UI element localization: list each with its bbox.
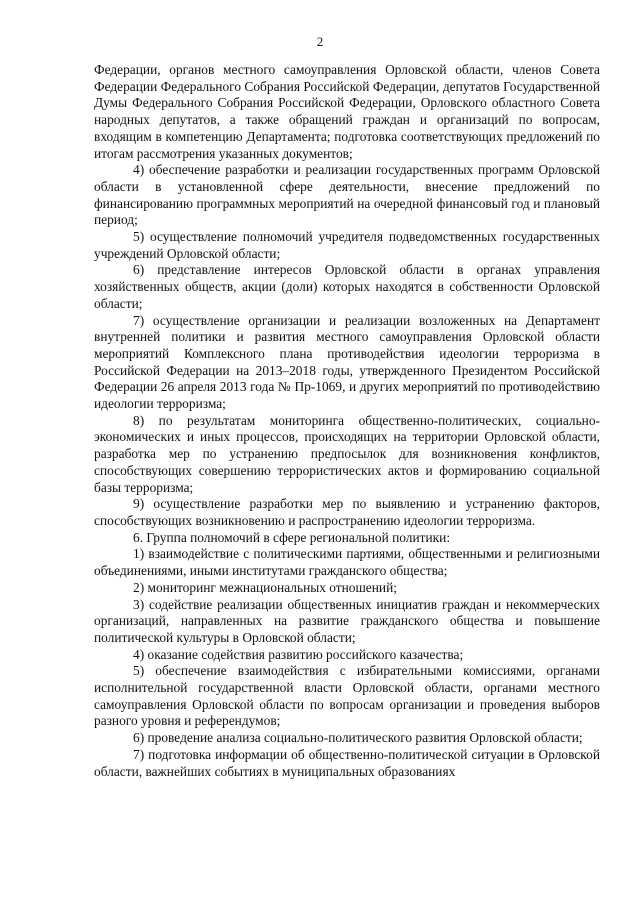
paragraph-region-item-4: 4) оказание содействия развитию российского казачества; <box>133 646 464 662</box>
paragraph-item-4: 4) обеспечение разработки и реализации государственных программ Орловской области в установленной сфере деятельности, внесение предложений по финансированию программных мероприятий на очередной финансовый год и плановый период; <box>94 162 600 228</box>
page-number: 2 <box>316 34 324 49</box>
paragraph-region-item-1: 1) взаимодействие с политическими партиями, общественными и религиозными объединениями, иными институтами гражданского общества; <box>94 546 600 579</box>
paragraph-item-6: 6) представление интересов Орловской области в органах управления хозяйственных обществ, акции (доли) которых находятся в собственности Орловской области; <box>94 262 600 311</box>
paragraph-region-item-5: 5) обеспечение взаимодействия с избирательными комиссиями, органами исполнительной государственной власти Орловской области, органами местного самоуправления Орловской области по вопросам организации и проведения выборов разного уровня и референдумов; <box>94 663 600 729</box>
paragraph-item-8: 8) по результатам мониторинга общественно-политических, социально-экономических и иных процессов, происходящих на территории Орловской области, разработка мер по устранению предпосылок для возникновения конфликтов, способствующих совершению террористических актов и формированию социальной базы терроризма; <box>94 412 600 495</box>
paragraph-region-item-3: 3) содействие реализации общественных инициатив граждан и некоммерческих организаций, направленных на развитие гражданского общества и повышение политической культуры в Орловской области; <box>94 596 600 645</box>
paragraph-item-5: 5) осуществление полномочий учредителя подведомственных государственных учреждений Орловской области; <box>94 229 600 261</box>
paragraph-region-item-7: 7) подготовка информации об общественно-политической ситуации в Орловской области, важнейших событиях в муниципальных образованиях <box>94 746 600 779</box>
section-heading-6: 6. Группа полномочий в сфере региональной политики: <box>133 529 451 545</box>
paragraph-continuation: Федерации, органов местного самоуправления Орловской области, членов Совета Федерации Федерального Собрания Российской Федерации, депутатов Государственной Думы Федерального Собрания Российской Федерации, Орловского областного Совета народных депутатов, а также обращений граждан и организаций по вопросам, входящим в компетенцию Департамента; подготовка соответствующих предложений по итогам рассмотрения указанных документов; <box>94 62 600 161</box>
paragraph-item-9: 9) осуществление разработки мер по выявлению и устранению факторов, способствующих возникновению и распространению идеологии терроризма. <box>94 496 600 528</box>
paragraph-region-item-2: 2) мониторинг межнациональных отношений; <box>133 579 397 595</box>
paragraph-region-item-6: 6) проведение анализа социально-политического развития Орловской области; <box>133 730 583 746</box>
paragraph-item-7: 7) осуществление организации и реализации возложенных на Департамент внутренней политики и развития местного самоуправления Орловской области мероприятий Комплексного плана противодействия идеологии терроризма в Российской Федерации на 2013–2018 годы, утвержденного Президентом Российской Федерации 26 апреля 2013 года № Пр-1069, и других мероприятий по противодействию идеологии терроризма; <box>94 312 600 412</box>
document-body <box>94 62 600 780</box>
